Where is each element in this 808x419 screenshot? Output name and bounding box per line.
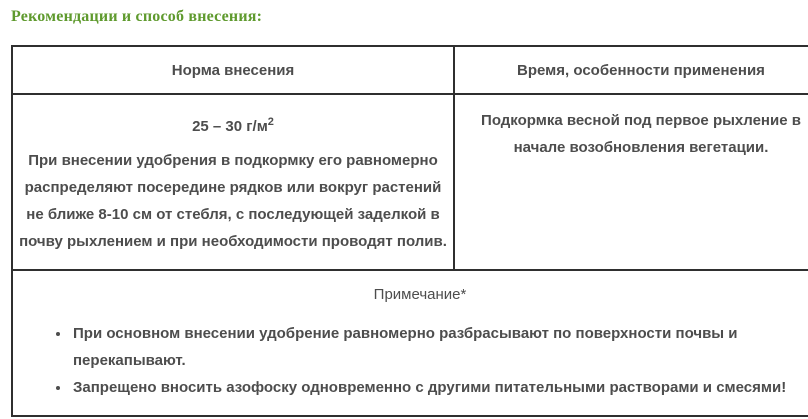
rate-amount bbox=[17, 117, 449, 137]
header-timing: Время, особенности применения bbox=[454, 46, 808, 94]
cell-note bbox=[12, 270, 808, 416]
cell-timing bbox=[454, 94, 808, 270]
table-row-content bbox=[12, 94, 808, 270]
rate-amount-superscript: 2 bbox=[267, 116, 274, 128]
page-title: Рекомендации и способ внесения: bbox=[11, 8, 263, 25]
note-title: Примечание* bbox=[373, 286, 467, 303]
rate-description: При внесении удобрения в подкормку его равномерно распределяют посередине рядков или вокруг растений не ближе 8-10 см от стебля, с последующей заделкой в почву рыхлением и при необходимости проводят полив. bbox=[19, 152, 447, 250]
table-header-row bbox=[12, 46, 808, 94]
rate-amount-value: 25 – 30 г/м bbox=[192, 118, 268, 135]
header-application-rate: Норма внесения bbox=[12, 46, 454, 94]
note-item: • При основном внесении удобрение равномерно разбрасывают по поверхности почвы и перекапывают. bbox=[71, 320, 803, 374]
note-list bbox=[27, 320, 808, 401]
timing-text: Подкормка весной под первое рыхление в начале возобновления вегетации. bbox=[481, 112, 801, 156]
note-item: • Запрещено вносить азофоску одновременно с другими питательными растворами и смесями! bbox=[71, 374, 803, 401]
table-row-note bbox=[12, 270, 808, 416]
cell-application-rate bbox=[12, 94, 454, 270]
recommendations-table bbox=[11, 45, 808, 417]
